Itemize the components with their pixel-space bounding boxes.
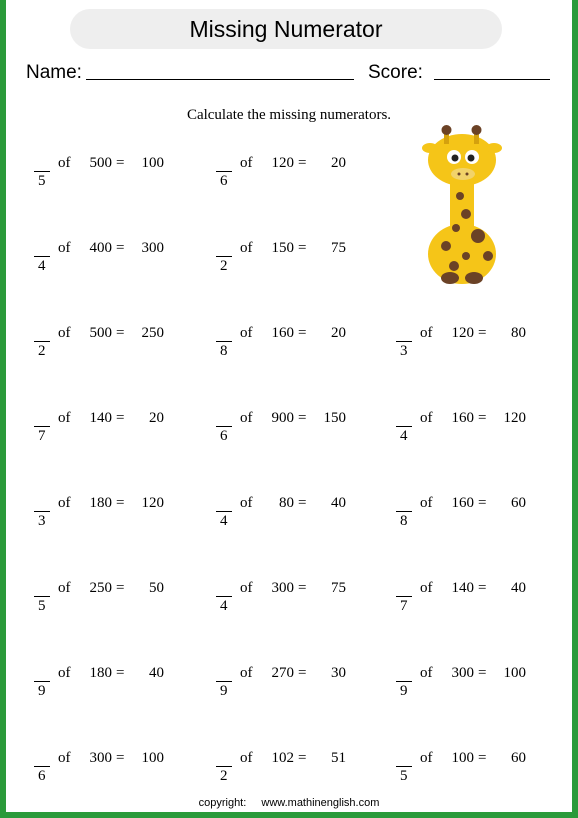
result: 75	[331, 580, 346, 596]
fraction-bar	[396, 511, 412, 512]
of-word: of	[420, 495, 433, 511]
fraction-bar	[216, 426, 232, 427]
denominator: 8	[400, 513, 408, 529]
fraction-bar	[396, 426, 412, 427]
denominator: 4	[220, 513, 228, 529]
denominator: 8	[220, 343, 228, 359]
denominator: 5	[38, 598, 46, 614]
quantity: 180	[89, 495, 112, 511]
result: 75	[331, 240, 346, 256]
instructions: Calculate the missing numerators.	[186, 107, 392, 123]
equals-sign: =	[116, 155, 125, 171]
result: 120	[503, 410, 526, 426]
problem-4	[216, 240, 376, 280]
problem-19	[396, 665, 556, 705]
quantity: 80	[279, 495, 294, 511]
quantity: 160	[271, 325, 294, 341]
fraction-bar	[34, 256, 50, 257]
quantity: 160	[451, 495, 474, 511]
denominator: 6	[38, 768, 46, 784]
equals-sign: =	[116, 240, 125, 256]
problem-12	[216, 495, 376, 535]
problem-15	[216, 580, 376, 620]
result: 100	[141, 155, 164, 171]
equals-sign: =	[478, 750, 487, 766]
fraction-bar	[34, 681, 50, 682]
student-info-row	[26, 62, 556, 86]
quantity: 900	[271, 410, 294, 426]
of-word: of	[240, 750, 253, 766]
quantity: 102	[271, 750, 294, 766]
denominator: 2	[38, 343, 46, 359]
denominator: 3	[38, 513, 46, 529]
result: 30	[331, 665, 346, 681]
equals-sign: =	[478, 495, 487, 511]
of-word: of	[58, 665, 71, 681]
equals-sign: =	[116, 410, 125, 426]
result: 60	[511, 750, 526, 766]
equals-sign: =	[116, 750, 125, 766]
of-word: of	[240, 580, 253, 596]
denominator: 4	[38, 258, 46, 274]
denominator: 9	[400, 683, 408, 699]
fraction-bar	[34, 511, 50, 512]
equals-sign: =	[116, 665, 125, 681]
quantity: 300	[271, 580, 294, 596]
fraction-bar	[216, 256, 232, 257]
quantity: 140	[89, 410, 112, 426]
of-word: of	[420, 750, 433, 766]
problem-20	[34, 750, 194, 790]
result: 100	[503, 665, 526, 681]
worksheet	[6, 0, 572, 812]
problem-13	[396, 495, 556, 535]
quantity: 250	[89, 580, 112, 596]
score-label: Score:	[368, 62, 423, 83]
result: 40	[511, 580, 526, 596]
score-field[interactable]	[434, 79, 550, 80]
of-word: of	[420, 580, 433, 596]
result: 50	[149, 580, 164, 596]
denominator: 2	[220, 258, 228, 274]
of-word: of	[420, 410, 433, 426]
equals-sign: =	[478, 325, 487, 341]
site-link[interactable]: www.mathinenglish.com	[261, 797, 380, 809]
name-field[interactable]	[86, 79, 354, 80]
result: 120	[141, 495, 164, 511]
equals-sign: =	[478, 580, 487, 596]
equals-sign: =	[298, 750, 307, 766]
problem-2	[216, 155, 376, 195]
denominator: 5	[38, 173, 46, 189]
of-word: of	[58, 325, 71, 341]
problem-3	[34, 240, 194, 280]
fraction-bar	[34, 766, 50, 767]
equals-sign: =	[298, 665, 307, 681]
of-word: of	[58, 750, 71, 766]
denominator: 6	[220, 173, 228, 189]
quantity: 300	[89, 750, 112, 766]
equals-sign: =	[298, 410, 307, 426]
problem-14	[34, 580, 194, 620]
of-word: of	[58, 240, 71, 256]
of-word: of	[420, 665, 433, 681]
problem-10	[396, 410, 556, 450]
denominator: 9	[220, 683, 228, 699]
of-word: of	[240, 240, 253, 256]
fraction-bar	[216, 766, 232, 767]
fraction-bar	[396, 681, 412, 682]
result: 20	[331, 155, 346, 171]
equals-sign: =	[478, 665, 487, 681]
equals-sign: =	[116, 495, 125, 511]
denominator: 7	[38, 428, 46, 444]
quantity: 300	[451, 665, 474, 681]
fraction-bar	[396, 596, 412, 597]
problem-16	[396, 580, 556, 620]
equals-sign: =	[298, 325, 307, 341]
problem-22	[396, 750, 556, 790]
quantity: 180	[89, 665, 112, 681]
denominator: 9	[38, 683, 46, 699]
of-word: of	[58, 155, 71, 171]
result: 20	[149, 410, 164, 426]
name-label: Name:	[26, 62, 82, 83]
problem-1	[34, 155, 194, 195]
fraction-bar	[396, 766, 412, 767]
fraction-bar	[34, 596, 50, 597]
worksheet-title: Missing Numerator	[70, 9, 502, 49]
copyright-label: copyright:	[198, 797, 247, 809]
fraction-bar	[396, 341, 412, 342]
denominator: 3	[400, 343, 408, 359]
equals-sign: =	[478, 410, 487, 426]
footer	[6, 797, 572, 809]
of-word: of	[240, 155, 253, 171]
result: 300	[141, 240, 164, 256]
result: 20	[331, 325, 346, 341]
fraction-bar	[34, 341, 50, 342]
problem-18	[216, 665, 376, 705]
equals-sign: =	[116, 580, 125, 596]
denominator: 4	[220, 598, 228, 614]
problem-9	[216, 410, 376, 450]
denominator: 6	[220, 428, 228, 444]
equals-sign: =	[298, 580, 307, 596]
of-word: of	[240, 325, 253, 341]
quantity: 500	[89, 325, 112, 341]
quantity: 160	[451, 410, 474, 426]
of-word: of	[420, 325, 433, 341]
quantity: 140	[451, 580, 474, 596]
result: 40	[331, 495, 346, 511]
fraction-bar	[34, 171, 50, 172]
result: 100	[141, 750, 164, 766]
result: 150	[323, 410, 346, 426]
fraction-bar	[216, 171, 232, 172]
of-word: of	[240, 665, 253, 681]
giraffe-icon	[410, 124, 514, 288]
of-word: of	[58, 580, 71, 596]
denominator: 2	[220, 768, 228, 784]
equals-sign: =	[298, 495, 307, 511]
fraction-bar	[216, 511, 232, 512]
fraction-bar	[216, 341, 232, 342]
fraction-bar	[216, 596, 232, 597]
quantity: 150	[271, 240, 294, 256]
of-word: of	[58, 495, 71, 511]
fraction-bar	[216, 681, 232, 682]
equals-sign: =	[298, 155, 307, 171]
problem-21	[216, 750, 376, 790]
problem-6	[216, 325, 376, 365]
quantity: 100	[451, 750, 474, 766]
result: 51	[331, 750, 346, 766]
quantity: 270	[271, 665, 294, 681]
denominator: 5	[400, 768, 408, 784]
of-word: of	[240, 410, 253, 426]
quantity: 120	[271, 155, 294, 171]
quantity: 120	[451, 325, 474, 341]
result: 80	[511, 325, 526, 341]
result: 250	[141, 325, 164, 341]
fraction-bar	[34, 426, 50, 427]
equals-sign: =	[298, 240, 307, 256]
problem-17	[34, 665, 194, 705]
equals-sign: =	[116, 325, 125, 341]
denominator: 4	[400, 428, 408, 444]
problem-7	[396, 325, 556, 365]
problem-5	[34, 325, 194, 365]
result: 40	[149, 665, 164, 681]
result: 60	[511, 495, 526, 511]
problem-11	[34, 495, 194, 535]
quantity: 500	[89, 155, 112, 171]
quantity: 400	[89, 240, 112, 256]
denominator: 7	[400, 598, 408, 614]
problem-8	[34, 410, 194, 450]
of-word: of	[240, 495, 253, 511]
of-word: of	[58, 410, 71, 426]
